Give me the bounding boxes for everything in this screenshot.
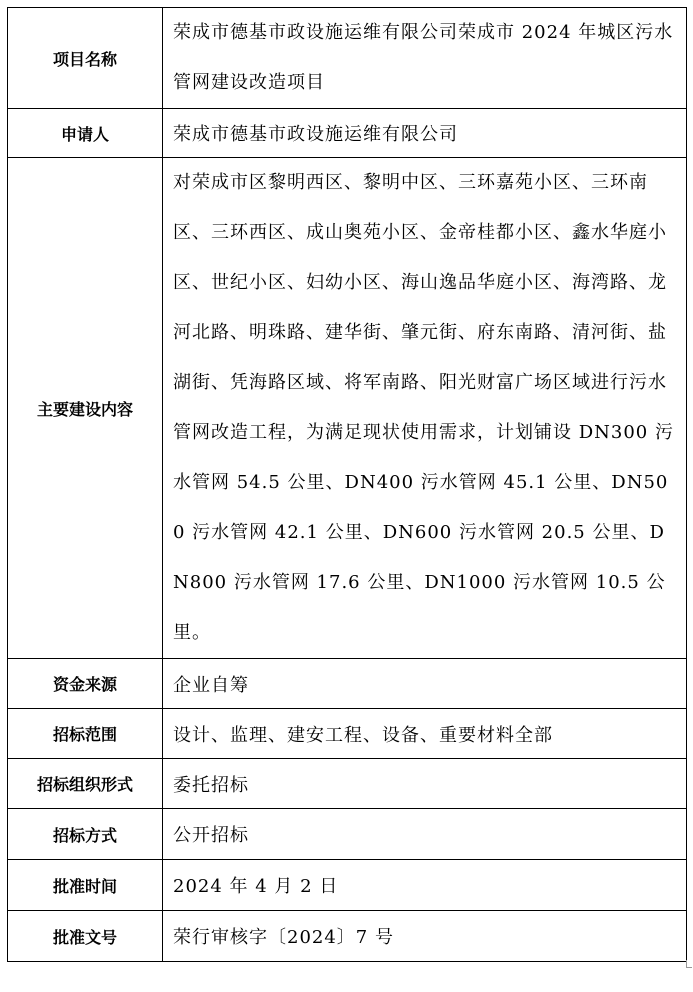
paragraph-corner-mark (686, 960, 692, 968)
value-approval-date: 2024 年 4 月 2 日 (163, 860, 687, 911)
table-row-project-name (8, 8, 687, 109)
value-bid-scope: 设计、监理、建安工程、设备、重要材料全部 (163, 709, 687, 759)
value-project-name: 荣成市德基市政设施运维有限公司荣成市 2024 年城区污水管网建设改造项目 (163, 8, 687, 109)
label-bid-organization: 招标组织形式 (8, 759, 163, 809)
table-row-approval-date (8, 860, 687, 911)
label-approval-date: 批准时间 (8, 860, 163, 911)
label-main-content: 主要建设内容 (8, 158, 163, 659)
label-bid-scope: 招标范围 (8, 709, 163, 759)
table-row-fund-source (8, 659, 687, 709)
table-row-bid-scope (8, 709, 687, 759)
table-row-applicant (8, 109, 687, 158)
label-project-name: 项目名称 (8, 8, 163, 109)
table-row-approval-number (8, 911, 687, 962)
value-bid-method: 公开招标 (163, 809, 687, 860)
value-approval-number: 荣行审核字〔2024〕7 号 (163, 911, 687, 962)
label-bid-method: 招标方式 (8, 809, 163, 860)
value-bid-organization: 委托招标 (163, 759, 687, 809)
project-info-table (7, 7, 687, 962)
table-row-main-content (8, 158, 687, 659)
table-row-bid-method (8, 809, 687, 860)
label-approval-number: 批准文号 (8, 911, 163, 962)
label-applicant: 申请人 (8, 109, 163, 158)
value-applicant: 荣成市德基市政设施运维有限公司 (163, 109, 687, 158)
table-row-bid-organization (8, 759, 687, 809)
label-fund-source: 资金来源 (8, 659, 163, 709)
value-main-content: 对荣成市区黎明西区、黎明中区、三环嘉苑小区、三环南区、三环西区、成山奥苑小区、金帝桂都小区、鑫水华庭小区、世纪小区、妇幼小区、海山逸品华庭小区、海湾路、龙河北路、明珠路、建华街、肇元街、府东南路、清河街、盐湖街、凭海路区域、将军南路、阳光财富广场区域进行污水管网改造工程，为满足现状使用需求，计划铺设 DN300 污水管网 54.5 公里、DN400 污水管网 45.1 公里、DN500 污水管网 42.1 公里、DN600 污水管网 20.5 公里、DN800 污水管网 17.6 公里、DN1000 污水管网 10.5 公里。 (163, 158, 687, 659)
value-fund-source: 企业自筹 (163, 659, 687, 709)
